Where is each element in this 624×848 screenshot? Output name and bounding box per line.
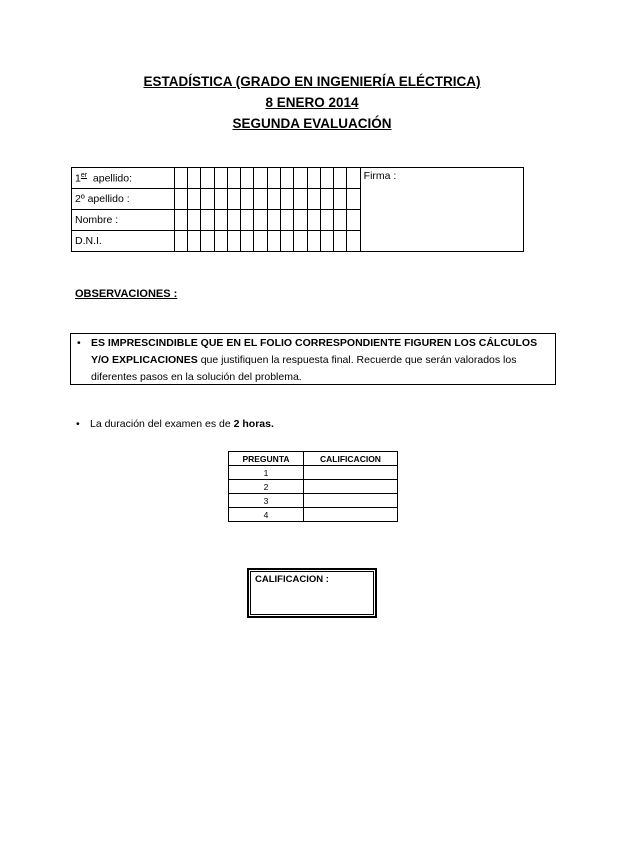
char-box[interactable]	[254, 189, 267, 210]
char-box[interactable]	[188, 168, 201, 189]
char-box[interactable]	[334, 231, 347, 252]
char-box[interactable]	[214, 168, 227, 189]
char-box[interactable]	[174, 231, 187, 252]
char-box[interactable]	[214, 210, 227, 231]
apellido1-label: 1er apellido:	[72, 168, 175, 189]
question-number: 3	[229, 494, 304, 508]
char-box[interactable]	[241, 189, 254, 210]
nombre-label: Nombre :	[72, 210, 175, 231]
char-box[interactable]	[227, 231, 240, 252]
char-box[interactable]	[280, 231, 293, 252]
char-box[interactable]	[294, 210, 307, 231]
char-box[interactable]	[241, 231, 254, 252]
exam-date: 8 ENERO 2014	[265, 95, 359, 110]
char-box[interactable]	[294, 168, 307, 189]
char-box[interactable]	[320, 168, 333, 189]
table-row	[229, 480, 398, 494]
char-box[interactable]	[241, 168, 254, 189]
instructions-box	[70, 333, 556, 385]
duration-note	[70, 418, 274, 430]
char-box[interactable]	[347, 210, 360, 231]
char-box[interactable]	[227, 168, 240, 189]
char-box[interactable]	[254, 168, 267, 189]
grades-table	[228, 451, 398, 522]
char-box[interactable]	[214, 231, 227, 252]
char-box[interactable]	[347, 189, 360, 210]
instructions-bold: ES IMPRESCINDIBLE QUE EN EL FOLIO CORRESPONDIENTE FIGUREN LOS CÁLCULOS Y/O EXPLICACIONES	[91, 337, 538, 366]
char-box[interactable]	[280, 210, 293, 231]
final-grade-label: CALIFICACION :	[250, 571, 374, 615]
grade-cell[interactable]	[304, 508, 398, 522]
char-box[interactable]	[201, 210, 214, 231]
char-box[interactable]	[201, 189, 214, 210]
exam-subtitle: SEGUNDA EVALUACIÓN	[232, 116, 392, 131]
char-box[interactable]	[227, 210, 240, 231]
char-box[interactable]	[347, 168, 360, 189]
table-row	[229, 466, 398, 480]
char-box[interactable]	[201, 168, 214, 189]
bullet: •	[76, 418, 80, 430]
col-pregunta: PREGUNTA	[229, 452, 304, 466]
char-box[interactable]	[320, 210, 333, 231]
char-box[interactable]	[174, 189, 187, 210]
char-box[interactable]	[280, 189, 293, 210]
char-box[interactable]	[267, 231, 280, 252]
char-box[interactable]	[174, 168, 187, 189]
table-row	[229, 508, 398, 522]
char-box[interactable]	[307, 168, 320, 189]
char-box[interactable]	[294, 189, 307, 210]
char-box[interactable]	[201, 231, 214, 252]
col-calificacion: CALIFICACION	[304, 452, 398, 466]
char-box[interactable]	[188, 231, 201, 252]
bullet: •	[77, 337, 81, 349]
char-box[interactable]	[254, 231, 267, 252]
observaciones-heading: OBSERVACIONES :	[75, 288, 178, 300]
char-box[interactable]	[294, 231, 307, 252]
question-number: 1	[229, 466, 304, 480]
question-number: 4	[229, 508, 304, 522]
char-box[interactable]	[320, 231, 333, 252]
grade-cell[interactable]	[304, 480, 398, 494]
student-id-table	[71, 167, 524, 252]
char-box[interactable]	[188, 189, 201, 210]
char-box[interactable]	[267, 210, 280, 231]
table-row	[229, 494, 398, 508]
duration-value: 2 horas.	[233, 418, 274, 430]
char-box[interactable]	[254, 210, 267, 231]
char-box[interactable]	[307, 210, 320, 231]
apellido2-label: 2º apellido :	[72, 189, 175, 210]
grade-cell[interactable]	[304, 466, 398, 480]
char-box[interactable]	[334, 189, 347, 210]
char-box[interactable]	[267, 189, 280, 210]
char-box[interactable]	[241, 210, 254, 231]
firma-cell[interactable]: Firma :	[360, 168, 523, 252]
char-box[interactable]	[214, 189, 227, 210]
char-box[interactable]	[307, 189, 320, 210]
char-box[interactable]	[227, 189, 240, 210]
final-grade-box[interactable]	[247, 568, 377, 618]
char-box[interactable]	[347, 231, 360, 252]
grade-cell[interactable]	[304, 494, 398, 508]
char-box[interactable]	[174, 210, 187, 231]
instructions-text: que justifiquen la respuesta final. Recuerde que serán valorados los diferentes pasos en la solución del problema.	[91, 354, 517, 383]
exam-title: ESTADÍSTICA (GRADO EN INGENIERÍA ELÉCTRICA)	[143, 74, 481, 89]
char-box[interactable]	[334, 210, 347, 231]
char-box[interactable]	[307, 231, 320, 252]
char-box[interactable]	[334, 168, 347, 189]
char-box[interactable]	[280, 168, 293, 189]
char-box[interactable]	[188, 210, 201, 231]
dni-label: D.N.I.	[72, 231, 175, 252]
duration-text: La duración del examen es de	[90, 418, 234, 430]
char-box[interactable]	[267, 168, 280, 189]
char-box[interactable]	[320, 189, 333, 210]
question-number: 2	[229, 480, 304, 494]
